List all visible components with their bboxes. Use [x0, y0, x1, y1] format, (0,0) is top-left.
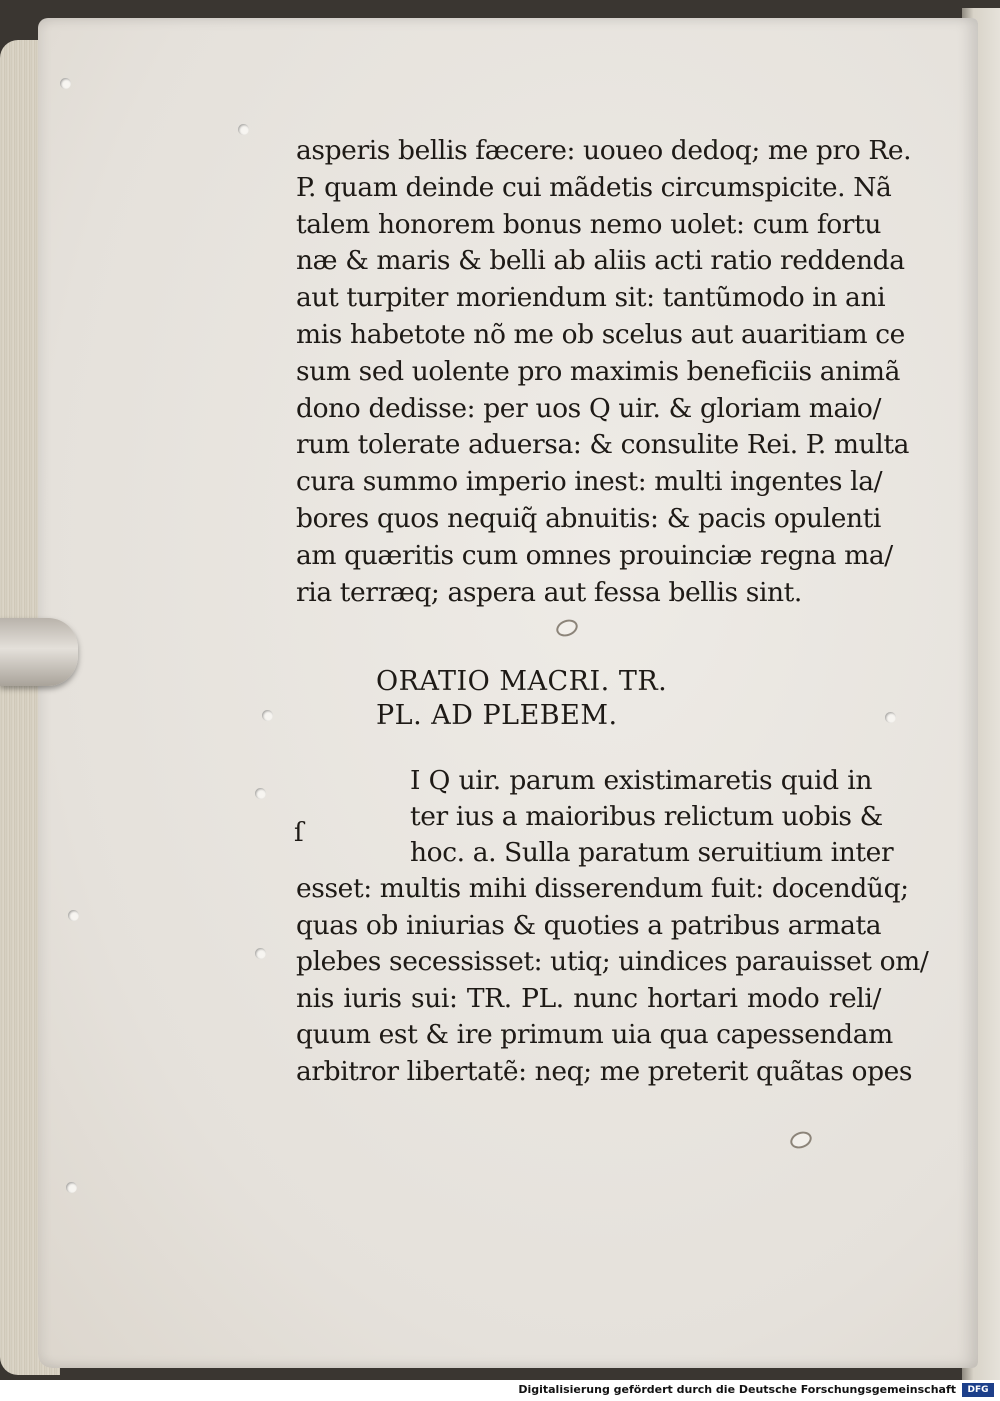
- text-line: quum est & ire primum uia qua capessendam: [296, 1019, 893, 1050]
- text-line: mis habetote nõ me ob scelus aut auaritiam ce: [296, 319, 905, 350]
- text-line: bores quos nequiq̃ abnuitis: & pacis opulenti: [296, 503, 881, 534]
- guide-letter: ſ: [294, 818, 304, 848]
- text-line: I Q uir. parum existimaretis quid in: [410, 765, 872, 796]
- text-line: rum tolerate aduersa: & consulite Rei. P. multa: [296, 429, 910, 461]
- binding-hole: [238, 124, 249, 135]
- binding-hole: [885, 712, 896, 723]
- text-line: plebes secessisset: utiq; uindices parauisset om/: [296, 946, 929, 977]
- binding-hole: [255, 788, 266, 799]
- text-line: P. quam deinde cui mãdetis circumspicite. Nã: [296, 171, 892, 203]
- text-line: am quæritis cum omnes prouinciæ regna ma/: [296, 539, 893, 571]
- text-line: ter ius a maioribus relictum uobis &: [410, 801, 883, 832]
- text-line: esset: multis mihi disserendum fuit: docendũq;: [296, 873, 909, 904]
- binding-hole: [255, 948, 266, 959]
- text-line: cura summo imperio inest: multi ingentes la/: [296, 466, 883, 498]
- text-line: næ & maris & belli ab aliis acti ratio reddenda: [296, 245, 905, 277]
- text-line: sum sed uolente pro maximis beneficiis animã: [296, 355, 901, 387]
- text-line: quas ob iniurias & quoties a patribus armata: [296, 909, 882, 941]
- text-line: hoc. a. Sulla paratum seruitium inter: [410, 837, 894, 868]
- dfg-logo-icon: DFG: [962, 1383, 994, 1397]
- text-line: dono dedisse: per uos Q uir. & gloriam maio/: [296, 392, 881, 424]
- text-line: arbitror libertatẽ: neq; me preterit quãtas opes: [296, 1055, 913, 1087]
- text-line: aut turpiter moriendum sit: tantũmodo in ani: [296, 282, 886, 314]
- binding-hole: [60, 78, 71, 89]
- digitization-footer: [0, 1380, 1000, 1401]
- heading-line-1: ORATIO MACRI. TR.: [376, 666, 668, 697]
- page-clip: [0, 618, 78, 686]
- binding-hole: [66, 1182, 77, 1193]
- binding-hole: [68, 910, 79, 921]
- heading-line-2: PL. AD PLEBEM.: [376, 700, 618, 731]
- binding-hole: [262, 710, 273, 721]
- text-line: ria terræq; aspera aut fessa bellis sint.: [296, 576, 802, 608]
- text-line: talem honorem bonus nemo uolet: cum fortu: [296, 208, 881, 240]
- text-line: asperis bellis fæcere: uoueo dedoq; me pro Re.: [296, 135, 912, 166]
- text-line: nis iuris sui: TR. PL. nunc hortari modo reli/: [296, 982, 881, 1014]
- footer-credit: Digitalisierung gefördert durch die Deutsche Forschungsgemeinschaft: [518, 1383, 956, 1396]
